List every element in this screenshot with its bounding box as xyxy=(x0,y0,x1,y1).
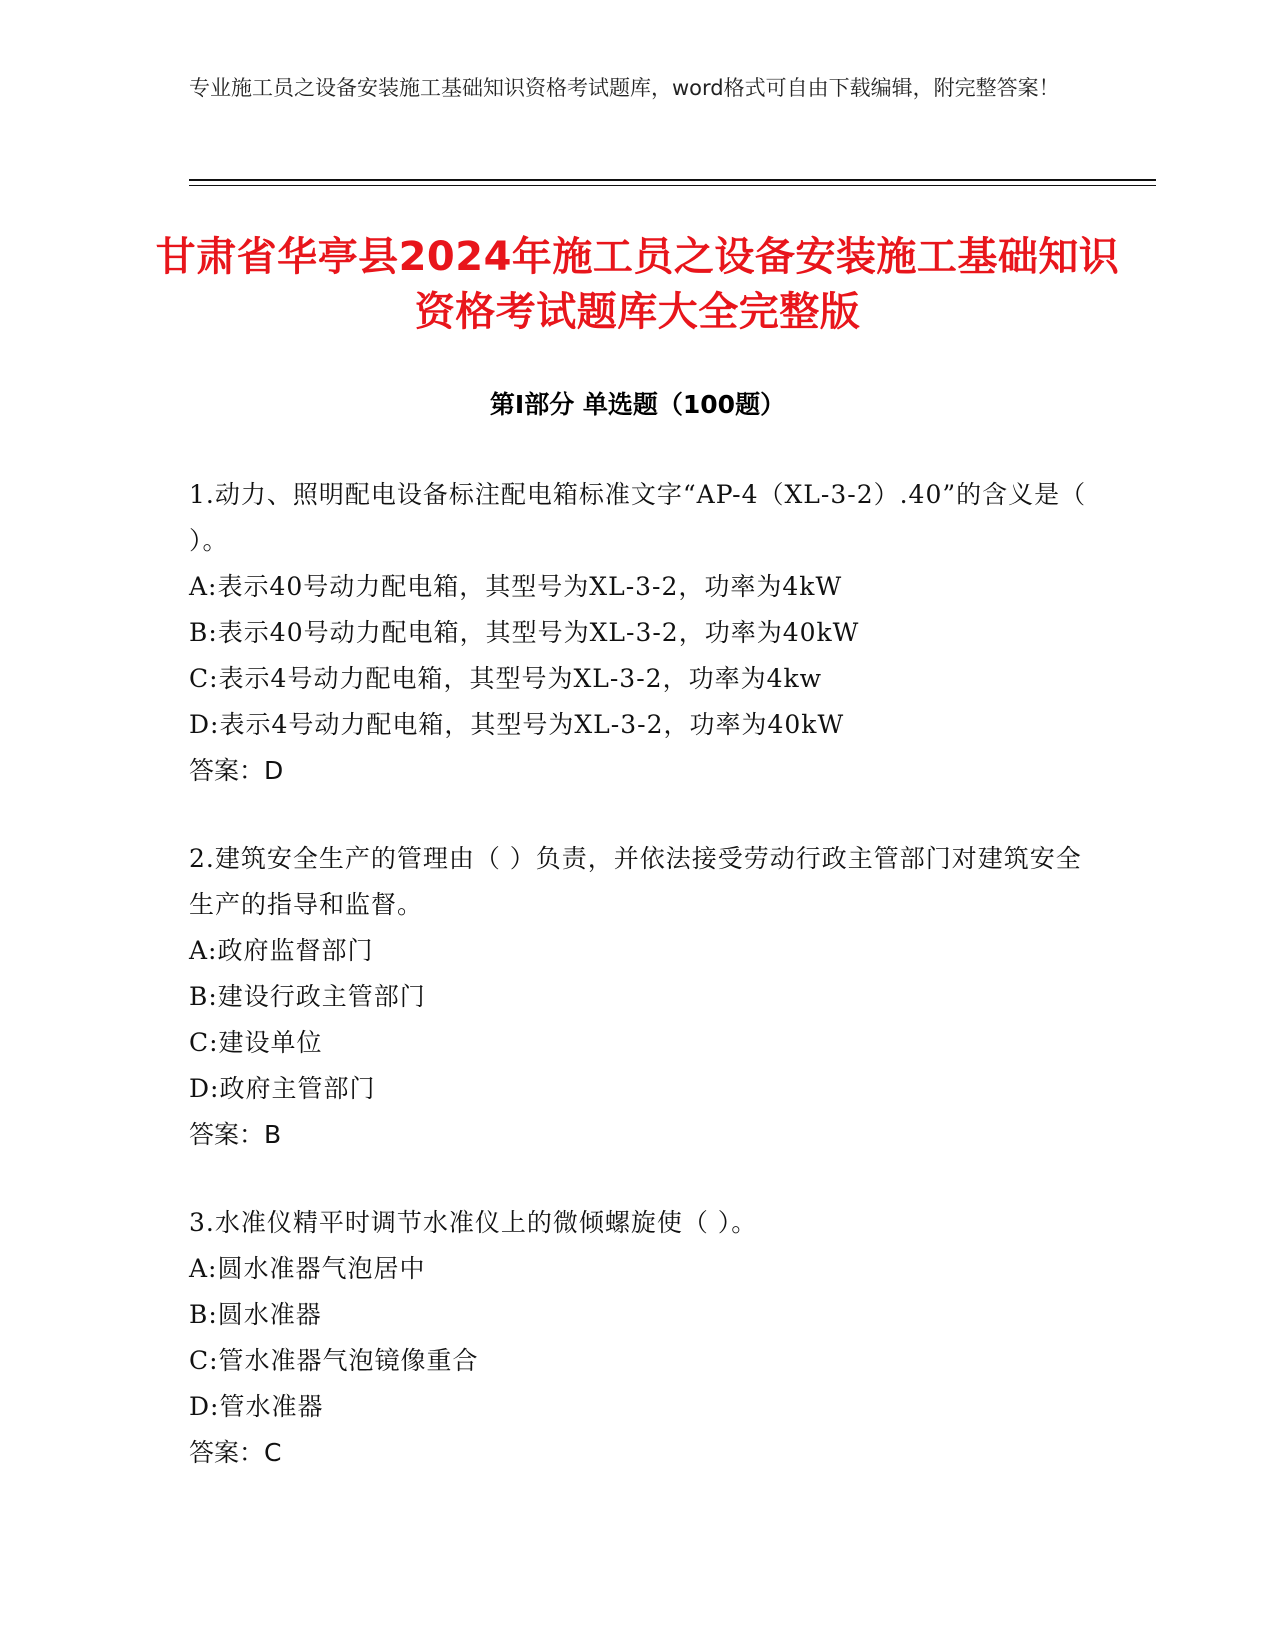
question-2 xyxy=(189,836,1089,1158)
option-d: D:表示4号动力配电箱，其型号为XL-3-2，功率为40kW xyxy=(189,710,845,739)
header-divider-thick xyxy=(189,179,1156,181)
option-d: D:管水准器 xyxy=(189,1392,324,1421)
option-a: A:圆水准器气泡居中 xyxy=(189,1254,426,1283)
option-b: B:表示40号动力配电箱，其型号为XL-3-2，功率为40kW xyxy=(189,618,860,647)
answer: 答案：C xyxy=(189,1438,282,1467)
option-c: C:管水准器气泡镜像重合 xyxy=(189,1346,479,1375)
header-note: 专业施工员之设备安装施工基础知识资格考试题库，word格式可自由下载编辑，附完整答案！ xyxy=(189,76,1060,100)
answer: 答案：D xyxy=(189,756,284,785)
option-c: C:建设单位 xyxy=(189,1028,323,1057)
option-b: B:建设行政主管部门 xyxy=(189,982,426,1011)
option-a: A:政府监督部门 xyxy=(189,936,374,965)
question-3 xyxy=(189,1200,1089,1476)
question-stem: 1.动力、照明配电设备标注配电箱标准文字“AP-4（XL-3-2）.40”的含义是（ ）。 xyxy=(189,480,1087,555)
answer: 答案：B xyxy=(189,1120,282,1149)
question-stem: 3.水准仪精平时调节水准仪上的微倾螺旋使（ ）。 xyxy=(189,1208,758,1237)
question-1 xyxy=(189,472,1089,794)
option-b: B:圆水准器 xyxy=(189,1300,322,1329)
section-heading: 第Ⅰ部分 单选题（100题） xyxy=(489,390,786,419)
document-title: 甘肃省华亭县2024年施工员之设备安装施工基础知识资格考试题库大全完整版 xyxy=(155,234,1120,335)
header-divider-thin xyxy=(189,185,1156,186)
option-d: D:政府主管部门 xyxy=(189,1074,376,1103)
option-a: A:表示40号动力配电箱，其型号为XL-3-2，功率为4kW xyxy=(189,572,843,601)
question-stem: 2.建筑安全生产的管理由（ ）负责，并依法接受劳动行政主管部门对建筑安全生产的指导和监督。 xyxy=(189,844,1082,919)
option-c: C:表示4号动力配电箱，其型号为XL-3-2，功率为4kw xyxy=(189,664,823,693)
